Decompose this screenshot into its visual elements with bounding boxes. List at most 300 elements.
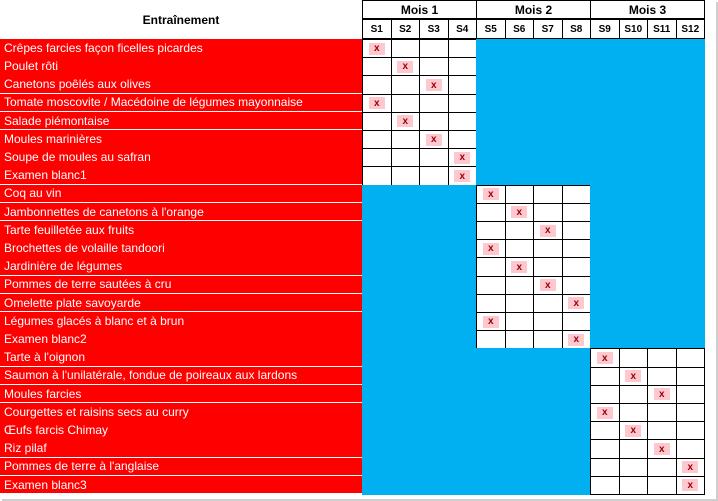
fill-cell [362, 458, 391, 477]
fill-cell [619, 112, 648, 131]
fill-cell [448, 221, 477, 240]
schedule-mark: x [369, 97, 385, 109]
fill-cell [562, 403, 591, 422]
fill-cell [533, 385, 562, 404]
fill-cell [476, 130, 505, 149]
fill-cell [676, 239, 705, 258]
schedule-mark: x [483, 316, 499, 328]
fill-cell [448, 276, 477, 295]
fill-cell [562, 75, 591, 94]
schedule-mark: x [654, 443, 670, 455]
grid-cell [391, 148, 421, 167]
fill-cell [476, 39, 505, 58]
row-label: Moules marinières [0, 130, 362, 149]
fill-cell [562, 94, 591, 113]
schedule-mark: x [597, 352, 613, 364]
fill-cell [590, 166, 619, 185]
fill-cell [590, 239, 619, 258]
schedule-mark: x [454, 152, 470, 164]
grid-cell [391, 130, 421, 149]
grid-cell [419, 166, 449, 185]
grid-cell [362, 57, 392, 76]
row-label: Tomate moscovite / Macédoine de légumes mayonnaise [0, 94, 362, 113]
fill-cell [505, 75, 534, 94]
fill-cell [419, 276, 448, 295]
fill-cell [562, 112, 591, 131]
fill-cell [362, 203, 391, 222]
week-header-s1: S1 [362, 19, 392, 39]
week-header-s2: S2 [391, 19, 421, 39]
fill-cell [505, 458, 534, 477]
week-header-s11: S11 [647, 19, 677, 39]
row-label: Riz pilaf [0, 439, 362, 458]
fill-cell [590, 330, 619, 349]
fill-cell [362, 185, 391, 204]
row-label: Canetons poêlés aux olives [0, 75, 362, 94]
fill-cell [676, 148, 705, 167]
fill-cell [647, 39, 676, 58]
fill-cell [391, 458, 420, 477]
grid-cell [590, 458, 620, 477]
fill-cell [505, 130, 534, 149]
grid-cell [676, 439, 706, 458]
fill-cell [448, 421, 477, 440]
fill-cell [647, 75, 676, 94]
fill-cell [619, 312, 648, 331]
fill-cell [362, 221, 391, 240]
week-header-s9: S9 [590, 19, 620, 39]
fill-cell [562, 476, 591, 495]
fill-cell [590, 75, 619, 94]
week-header-s7: S7 [533, 19, 563, 39]
fill-cell [419, 257, 448, 276]
schedule-mark: x [426, 134, 442, 146]
fill-cell [676, 257, 705, 276]
fill-cell [448, 257, 477, 276]
grid-cell [419, 148, 449, 167]
fill-cell [448, 476, 477, 495]
fill-cell [391, 294, 420, 313]
fill-cell [562, 166, 591, 185]
fill-cell [419, 185, 448, 204]
fill-cell [676, 75, 705, 94]
fill-cell [676, 112, 705, 131]
fill-cell [562, 130, 591, 149]
grid-cell [448, 130, 478, 149]
fill-cell [505, 476, 534, 495]
fill-cell [505, 57, 534, 76]
fill-cell [391, 312, 420, 331]
grid-cell [505, 330, 535, 349]
fill-cell [676, 330, 705, 349]
grid-cell [505, 239, 535, 258]
fill-cell [419, 330, 448, 349]
fill-cell [647, 257, 676, 276]
fill-cell [590, 221, 619, 240]
fill-cell [362, 385, 391, 404]
fill-cell [619, 221, 648, 240]
schedule-mark: x [483, 188, 499, 200]
fill-cell [562, 421, 591, 440]
fill-cell [676, 203, 705, 222]
row-label: Tarte feuilletée aux fruits [0, 221, 362, 240]
grid-cell [448, 75, 478, 94]
fill-cell [362, 348, 391, 367]
grid-cell [419, 57, 449, 76]
month-header-3: Mois 3 [590, 0, 705, 19]
fill-cell [533, 112, 562, 131]
fill-cell [505, 94, 534, 113]
fill-cell [476, 367, 505, 386]
fill-cell [647, 239, 676, 258]
fill-cell [391, 385, 420, 404]
grid-cell [391, 75, 421, 94]
fill-cell [362, 421, 391, 440]
row-label: Omelette plate savoyarde [0, 294, 362, 313]
grid-cell [562, 312, 592, 331]
fill-cell [448, 458, 477, 477]
fill-cell [676, 39, 705, 58]
schedule-mark: x [682, 461, 698, 473]
fill-cell [590, 94, 619, 113]
fill-cell [476, 94, 505, 113]
schedule-mark: x [397, 115, 413, 127]
fill-cell [676, 166, 705, 185]
fill-cell [619, 276, 648, 295]
fill-cell [533, 403, 562, 422]
grid-cell [362, 130, 392, 149]
fill-cell [419, 476, 448, 495]
fill-cell [448, 348, 477, 367]
grid-cell [391, 39, 421, 58]
fill-cell [448, 439, 477, 458]
fill-cell [562, 39, 591, 58]
fill-cell [619, 203, 648, 222]
grid-cell [647, 476, 677, 495]
fill-cell [419, 221, 448, 240]
fill-cell [562, 148, 591, 167]
fill-cell [562, 439, 591, 458]
fill-cell [476, 112, 505, 131]
grid-cell [476, 221, 506, 240]
fill-cell [647, 166, 676, 185]
grid-cell [533, 185, 563, 204]
schedule-mark: x [511, 206, 527, 218]
schedule-mark: x [625, 370, 641, 382]
fill-cell [362, 239, 391, 258]
fill-cell [505, 148, 534, 167]
grid-cell [505, 221, 535, 240]
fill-cell [647, 57, 676, 76]
fill-cell [533, 367, 562, 386]
grid-cell [647, 403, 677, 422]
fill-cell [562, 348, 591, 367]
grid-cell [505, 185, 535, 204]
grid-cell [391, 166, 421, 185]
fill-cell [590, 294, 619, 313]
fill-cell [362, 294, 391, 313]
fill-cell [448, 203, 477, 222]
fill-cell [505, 112, 534, 131]
fill-cell [505, 166, 534, 185]
fill-cell [505, 348, 534, 367]
fill-cell [647, 203, 676, 222]
fill-cell [505, 403, 534, 422]
row-label: Brochettes de volaille tandoori [0, 239, 362, 258]
grid-cell [619, 458, 649, 477]
grid-cell [562, 276, 592, 295]
grid-cell [562, 203, 592, 222]
fill-cell [391, 257, 420, 276]
grid-cell [676, 367, 706, 386]
fill-cell [619, 94, 648, 113]
fill-cell [391, 421, 420, 440]
fill-cell [476, 166, 505, 185]
fill-cell [419, 439, 448, 458]
fill-cell [619, 57, 648, 76]
grid-cell [647, 367, 677, 386]
grid-cell [676, 421, 706, 440]
fill-cell [391, 439, 420, 458]
row-label: Pommes de terre à l'anglaise [0, 458, 362, 477]
fill-cell [619, 257, 648, 276]
row-label: Soupe de moules au safran [0, 148, 362, 167]
grid-cell [448, 94, 478, 113]
fill-cell [419, 348, 448, 367]
fill-cell [619, 166, 648, 185]
fill-cell [533, 57, 562, 76]
grid-cell [619, 476, 649, 495]
fill-cell [619, 330, 648, 349]
grid-cell [476, 294, 506, 313]
week-header-s8: S8 [562, 19, 592, 39]
fill-cell [419, 294, 448, 313]
grid-cell [505, 294, 535, 313]
fill-cell [533, 148, 562, 167]
grid-cell [476, 330, 506, 349]
fill-cell [391, 239, 420, 258]
grid-cell [533, 203, 563, 222]
fill-cell [419, 203, 448, 222]
row-label: Moules farcies [0, 385, 362, 404]
fill-cell [476, 458, 505, 477]
grid-cell [590, 421, 620, 440]
fill-cell [647, 276, 676, 295]
grid-cell [676, 403, 706, 422]
row-label: Coq au vin [0, 185, 362, 204]
grid-cell [448, 112, 478, 131]
schedule-mark: x [654, 388, 670, 400]
week-header-s10: S10 [619, 19, 649, 39]
fill-cell [362, 276, 391, 295]
week-header-s12: S12 [676, 19, 706, 39]
fill-cell [419, 367, 448, 386]
fill-cell [647, 94, 676, 113]
grid-cell [533, 294, 563, 313]
row-label: Tarte à l'oignon [0, 348, 362, 367]
schedule-mark: x [483, 243, 499, 255]
fill-cell [391, 330, 420, 349]
fill-cell [391, 221, 420, 240]
grid-cell [647, 458, 677, 477]
fill-cell [476, 476, 505, 495]
month-header-2: Mois 2 [476, 0, 591, 19]
fill-cell [590, 57, 619, 76]
schedule-mark: x [369, 43, 385, 55]
grid-cell [590, 476, 620, 495]
grid-cell [562, 257, 592, 276]
fill-cell [419, 312, 448, 331]
fill-cell [590, 185, 619, 204]
fill-cell [647, 221, 676, 240]
fill-cell [562, 367, 591, 386]
fill-cell [391, 367, 420, 386]
grid-cell [590, 367, 620, 386]
fill-cell [476, 57, 505, 76]
schedule-mark: x [568, 297, 584, 309]
fill-cell [590, 112, 619, 131]
fill-cell [476, 348, 505, 367]
fill-cell [362, 439, 391, 458]
fill-cell [533, 130, 562, 149]
grid-cell [619, 403, 649, 422]
fill-cell [362, 312, 391, 331]
grid-cell [619, 385, 649, 404]
fill-cell [362, 367, 391, 386]
row-label: Œufs farcis Chimay [0, 421, 362, 440]
schedule-mark: x [625, 425, 641, 437]
fill-cell [391, 348, 420, 367]
schedule-mark: x [426, 79, 442, 91]
fill-cell [391, 476, 420, 495]
schedule-mark: x [597, 407, 613, 419]
grid-cell [419, 94, 449, 113]
grid-cell [476, 203, 506, 222]
table-title: Entraînement [0, 0, 362, 39]
fill-cell [533, 421, 562, 440]
fill-cell [448, 403, 477, 422]
schedule-mark: x [454, 170, 470, 182]
fill-cell [590, 148, 619, 167]
row-label: Salade piémontaise [0, 112, 362, 131]
fill-cell [391, 403, 420, 422]
grid-cell [533, 330, 563, 349]
row-label: Examen blanc1 [0, 166, 362, 185]
fill-cell [448, 239, 477, 258]
grid-cell [562, 239, 592, 258]
schedule-mark: x [568, 334, 584, 346]
grid-cell [590, 385, 620, 404]
grid-cell [647, 421, 677, 440]
fill-cell [391, 185, 420, 204]
grid-cell [419, 39, 449, 58]
fill-cell [647, 148, 676, 167]
row-label: Courgettes et raisins secs au curry [0, 403, 362, 422]
schedule-mark: x [397, 61, 413, 73]
fill-cell [619, 185, 648, 204]
fill-cell [590, 203, 619, 222]
fill-cell [448, 330, 477, 349]
row-label: Jardinière de légumes [0, 257, 362, 276]
fill-cell [533, 476, 562, 495]
fill-cell [505, 39, 534, 58]
fill-cell [619, 130, 648, 149]
week-header-s4: S4 [448, 19, 478, 39]
fill-cell [676, 130, 705, 149]
fill-cell [419, 239, 448, 258]
row-label: Pommes de terre sautées à cru [0, 276, 362, 295]
fill-cell [590, 276, 619, 295]
fill-cell [562, 385, 591, 404]
fill-cell [562, 458, 591, 477]
fill-cell [676, 294, 705, 313]
schedule-mark: x [682, 479, 698, 491]
fill-cell [362, 403, 391, 422]
fill-cell [533, 166, 562, 185]
grid-cell [590, 439, 620, 458]
fill-cell [647, 330, 676, 349]
fill-cell [476, 75, 505, 94]
fill-cell [590, 130, 619, 149]
fill-cell [476, 439, 505, 458]
grid-cell [362, 112, 392, 131]
month-header-1: Mois 1 [362, 0, 477, 19]
row-label: Saumon à l'unilatérale, fondue de poireaux aux lardons [0, 367, 362, 386]
fill-cell [391, 203, 420, 222]
fill-cell [619, 75, 648, 94]
grid-cell [533, 239, 563, 258]
fill-cell [676, 94, 705, 113]
fill-cell [647, 312, 676, 331]
grid-cell [448, 57, 478, 76]
schedule-mark: x [511, 261, 527, 273]
grid-cell [676, 348, 706, 367]
row-label: Poulet rôti [0, 57, 362, 76]
fill-cell [448, 367, 477, 386]
fill-cell [476, 148, 505, 167]
grid-cell [619, 348, 649, 367]
fill-cell [419, 385, 448, 404]
grid-cell [419, 112, 449, 131]
grid-cell [533, 257, 563, 276]
grid-cell [562, 185, 592, 204]
grid-cell [362, 148, 392, 167]
fill-cell [590, 39, 619, 58]
week-header-s3: S3 [419, 19, 449, 39]
grid-cell [362, 166, 392, 185]
week-header-s6: S6 [505, 19, 535, 39]
fill-cell [476, 385, 505, 404]
fill-cell [590, 257, 619, 276]
fill-cell [676, 221, 705, 240]
fill-cell [619, 148, 648, 167]
fill-cell [676, 185, 705, 204]
fill-cell [362, 476, 391, 495]
fill-cell [476, 421, 505, 440]
grid-cell [362, 75, 392, 94]
fill-cell [619, 294, 648, 313]
fill-cell [562, 57, 591, 76]
fill-cell [505, 439, 534, 458]
fill-cell [448, 294, 477, 313]
fill-cell [619, 39, 648, 58]
fill-cell [647, 294, 676, 313]
grid-cell [647, 348, 677, 367]
row-label: Jambonnettes de canetons à l'orange [0, 203, 362, 222]
fill-cell [676, 276, 705, 295]
grid-cell [619, 439, 649, 458]
fill-cell [419, 421, 448, 440]
